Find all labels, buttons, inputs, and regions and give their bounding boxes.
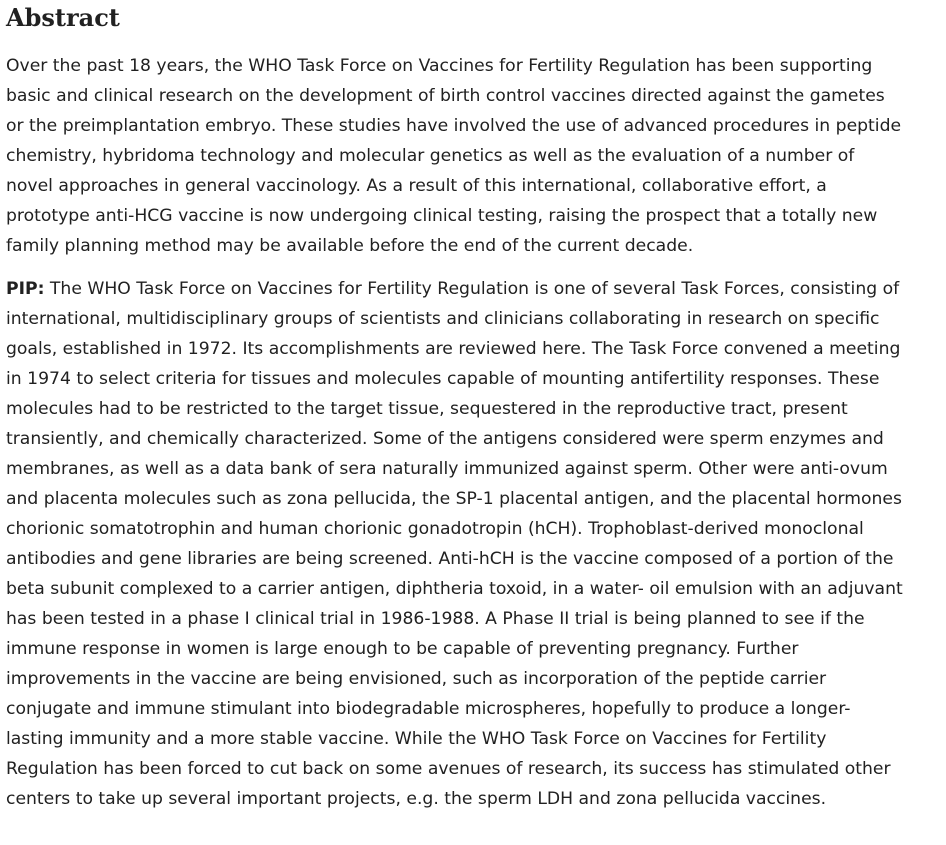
pip-label: PIP:	[6, 279, 45, 299]
abstract-body	[6, 51, 906, 814]
abstract-paragraph: Over the past 18 years, the WHO Task Force on Vaccines for Fertility Regulation has been supporting basic and clinical research on the development of birth control vaccines directed against the gametes or the preimplantation embryo. These studies have involved the use of advanced procedures in peptide chemistry, hybridoma technology and molecular genetics as well as the evaluation of a number of novel approaches in general vaccinology. As a result of this international, collaborative effort, a prototype anti-HCG vaccine is now undergoing clinical testing, raising the prospect that a totally new family planning method may be available before the end of the current decade.	[6, 56, 902, 256]
pip-paragraph-text: The WHO Task Force on Vaccines for Fertility Regulation is one of several Task Forces, consisting of international, multidisciplinary groups of scientists and clinicians collaborating in research on specific goals, established in 1972. Its accomplishments are reviewed here. The Task Force convened a meeting in 1974 to select criteria for tissues and molecules capable of mounting antifertility responses. These molecules had to be restricted to the target tissue, sequestered in the reproductive tract, present transiently, and chemically characterized. Some of the antigens considered were sperm enzymes and membranes, as well as a data bank of sera naturally immunized against sperm. Other were anti-ovum and placenta molecules such as zona pellucida, the SP-1 placental antigen, and the placental hormones chorionic somatotrophin and human chorionic gonadotropin (hCH). Trophoblast-derived monoclonal antibodies and gene libraries are being screened. Anti-hCH is the vaccine composed of a portion of the beta subunit complexed to a carrier antigen, diphtheria toxoid, in a water- oil emulsion with an adjuvant has been tested in a phase I clinical trial in 1986-1988. A Phase II trial is being planned to see if the immune response in women is large enough to be capable of preventing pregnancy. Further improvements in the vaccine are being envisioned, such as incorporation of the peptide carrier conjugate and immune stimulant into biodegradable microspheres, hopefully to produce a longer-lasting immunity and a more stable vaccine. While the WHO Task Force on Vaccines for Fertility Regulation has been forced to cut back on some avenues of research, its success has stimulated other centers to take up several important projects, e.g. the sperm LDH and zona pellucida vaccines.	[6, 279, 903, 809]
abstract-section	[6, 0, 906, 827]
pip-paragraph	[6, 274, 906, 814]
abstract-heading: Abstract	[6, 3, 120, 32]
